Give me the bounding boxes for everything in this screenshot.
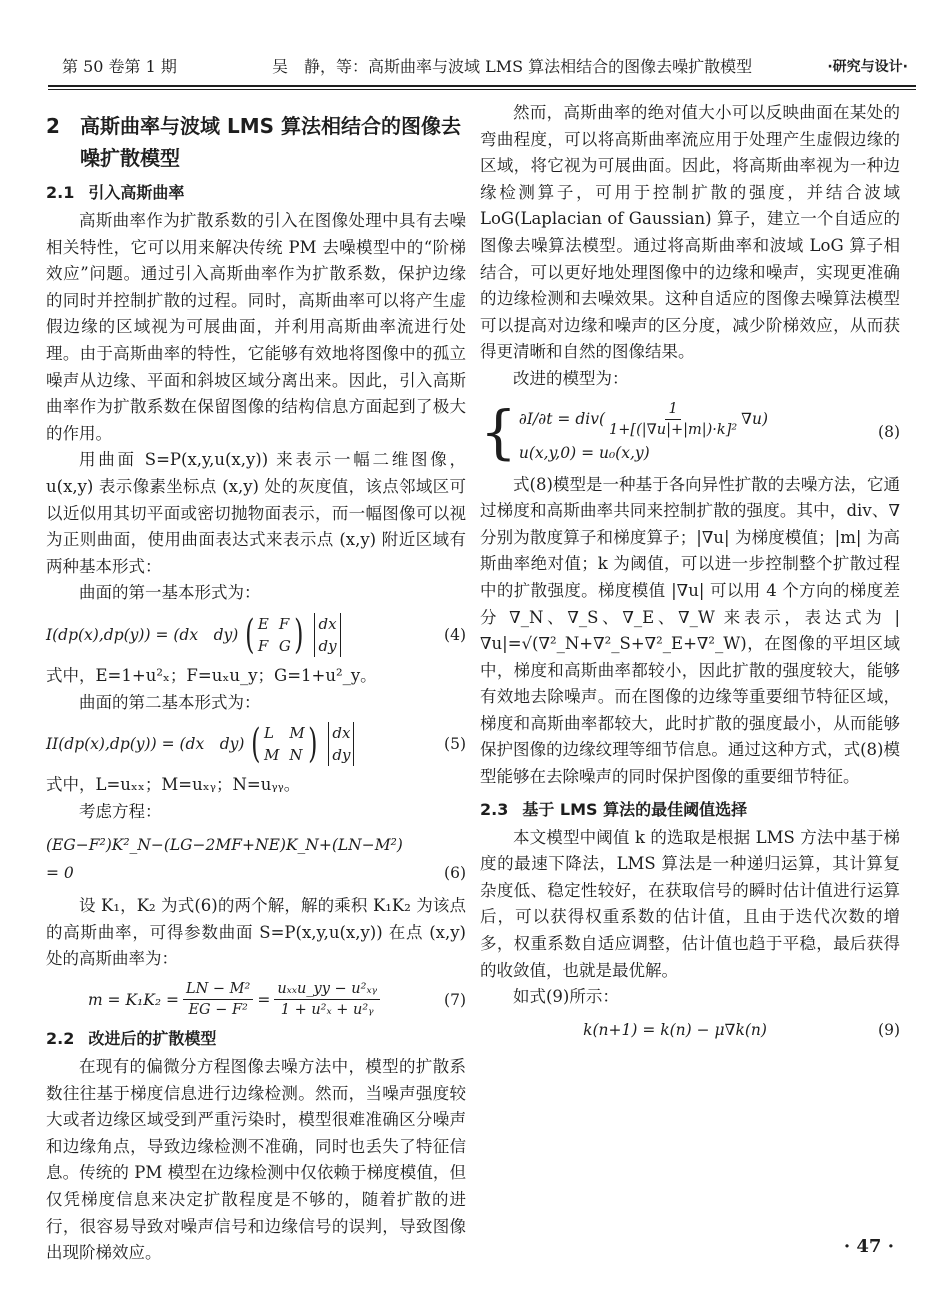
eq6-line1: (EG−F²)K²_N−(LG−2MF+NE)K_N+(LN−M²) [46, 836, 403, 855]
subsection-title: 引入高斯曲率 [88, 183, 185, 202]
equation-5 [46, 722, 466, 766]
matrix-cell: L [264, 724, 274, 743]
right-column [480, 100, 900, 1049]
eq6-line2: = 0 [46, 864, 74, 883]
eq5-lhs: II(dp(x),dp(y)) = (dx dy) [46, 735, 245, 754]
left-brace: { [480, 398, 517, 467]
numerator: uₓₓu_yy − u²ₓᵧ [274, 979, 380, 1000]
subsection-2-1-heading [46, 180, 466, 206]
paragraph: 式中，L=uₓₓ；M=uₓᵧ；N=uᵧᵧ。 [46, 775, 301, 795]
equation-6 [46, 831, 466, 887]
matrix-cell: F [257, 636, 269, 655]
equation-8 [480, 399, 900, 466]
header-rule-thick [48, 85, 916, 87]
eq8-initial-condition: u(x,y,0) = u₀(x,y) [518, 443, 650, 462]
paragraph: 考虑方程： [79, 801, 162, 821]
eq5-vector [328, 722, 354, 766]
header-rule-thin [48, 89, 916, 90]
equation-7 [46, 979, 466, 1020]
subsection-title: 改进后的扩散模型 [88, 1029, 217, 1049]
section-title: 高斯曲率与波域 LMS 算法相结合的图像去噪扩散模型 [80, 114, 461, 170]
eq7-lhs: m = K₁K₂ = [87, 990, 179, 1009]
subsection-2-3-heading [480, 797, 900, 823]
numerator: LN − M² [183, 979, 253, 1000]
paragraph: 高斯曲率作为扩散系数的引入在图像处理中具有去噪相关特性，它可以用来解决传统 PM 去噪模型中的“阶梯效应”问题。通过引入高斯曲率作为扩散系数，保护边缘的同时并控制扩散的过程。同时，高斯曲率可以将产生虚假边缘的区域视为可展曲面，并利用高斯曲率流进行处理。由于高斯曲率的特性，它能够有效地将图像中的孤立噪声从边缘、平面和斜坡区域分离出来。因此，引入高斯曲率作为扩散系数在保留图像的结构信息方面起到了极大的作用。 [46, 211, 466, 443]
equation-number: (9) [878, 1020, 900, 1039]
eq7-fraction-2 [274, 979, 380, 1020]
paragraph: 曲面的第一基本形式为： [79, 583, 261, 603]
paragraph: 式中，E=1+u²ₓ；F=uₓu_y；G=1+u²_y。 [46, 665, 377, 685]
denominator: 1+[(|∇u|+|m|)·k]² [609, 421, 738, 438]
paragraph: 式(8)模型是一种基于各向异性扩散的去噪方法，它通过梯度和高斯曲率共同来控制扩散的强度。其中，div、∇ 分别为散度算子和梯度算子；|∇u| 为梯度模值；|m| 为高斯曲率绝对值；k 为阈值，可以进一步控制整个扩散过程中的扩散强度。梯度模值 |∇u| 可以用 4 个方向的梯度差分 ∇_N、∇_S、∇_E、∇_W 来表示，表达式为 |∇u|=√(∇²_N+∇²_S+∇²_E+∇²_W)，在图像的平坦区域中，梯度和高斯曲率都较小，因此扩散的强度较大，能够有效地去除噪声。而在图像的边缘等重要细节特征区域，梯度和高斯曲率都较大，此时扩散的强度最小，从而能够保护图像的边缘纹理等细节信息。通过这种方式，式(8)模型能够在去除噪声的同时保护图像的重要细节特征。 [480, 474, 900, 787]
vector-cell: dx [318, 614, 337, 633]
eq4-vector [314, 613, 340, 657]
paragraph: 本文模型中阈值 k 的选取是根据 LMS 方法中基于梯度的最速下降法，LMS 算法是一种递归运算，其计算复杂度低、稳定性较好，在获取信号的瞬时估计值进行运算后，可以获得权重系数的估计值，且由于迭代次数的增多，权重系数自适应调整，估计值也趋于平稳，最后获得的收敛值，也就是最优解。 [480, 827, 900, 980]
eq8-fraction [609, 399, 737, 440]
column-label: ·研究与设计· [827, 59, 908, 75]
matrix-cell: M [264, 746, 280, 765]
matrix-cell: G [278, 636, 291, 655]
eq7-fraction-1 [183, 979, 253, 1020]
subsection-number: 2.2 [46, 1029, 75, 1049]
eq9-body: k(n+1) = k(n) − μ∇k(n) [583, 1020, 767, 1039]
paragraph: 如式(9)所示： [513, 987, 619, 1007]
paragraph: 用曲面 S=P(x,y,u(x,y)) 来表示一幅二维图像，u(x,y) 表示像素坐标点 (x,y) 处的灰度值，该点邻域区可以近似用其切平面或密切抛物面表示，而一幅图像可以视为正则曲面，使用曲面表达式来表示点 (x,y) 附近区域有两种基本形式： [46, 450, 466, 576]
denominator: 1 + u²ₓ + u²ᵧ [280, 1002, 374, 1019]
subsection-number: 2.3 [480, 799, 509, 819]
equation-number: (4) [444, 625, 466, 644]
section-heading [46, 110, 466, 174]
matrix-cell: F [278, 614, 290, 633]
paragraph: 设 K₁，K₂ 为式(6)的两个解，解的乘积 K₁K₂ 为该点的高斯曲率，可得参数曲面 S=P(x,y,u(x,y)) 在点 (x,y) 处的高斯曲率为： [46, 896, 466, 969]
left-column [46, 100, 466, 1263]
page-number: · 47 · [843, 1236, 894, 1257]
paragraph: 然而，高斯曲率的绝对值大小可以反映曲面在某处的弯曲程度，可以将高斯曲率流应用于处理产生虚假边缘的区域，将它视为可展曲面。因此，将高斯曲率视为一种边缘检测算子，可用于控制扩散的强度，并结合波域 LoG(Laplacian of Gaussian) 算子，建立一个自适应的图像去噪算法模型。通过将高斯曲率和波域 LoG 算子相结合，可以更好地处理图像中的边缘和噪声，实现更准确的边缘检测和去噪效果。这种自适应的图像去噪算法模型可以提高对边缘和噪声的区分度，减少阶梯效应，从而获得更清晰和自然的图像结果。 [480, 103, 900, 362]
eq8-lhs: ∂I/∂t = div( [518, 410, 606, 429]
subsection-2-2-heading [46, 1026, 466, 1052]
vector-cell: dy [332, 746, 351, 765]
denominator: EG − F² [188, 1002, 248, 1019]
running-header [48, 50, 908, 84]
journal-issue: 第 50 卷第 1 期 [62, 57, 177, 76]
paragraph: 改进的模型为： [513, 368, 629, 388]
paragraph: 在现有的偏微分方程图像去噪方法中，模型的扩散系数往往基于梯度信息进行边缘检测。然而，当噪声强度较大或者边缘区域受到严重污染时，模型很难准确区分噪声和边缘角点，导致边缘检测不准确，同时也丢失了特征信息。传统的 PM 模型在边缘检测中仅依赖于梯度模值，但仅凭梯度信息来决定扩散程度是不够的，随着扩散的进行，很容易导致对噪声信号和边缘信号的误判，导致图像出现阶梯效应。 [46, 1057, 466, 1263]
numerator: 1 [665, 399, 680, 420]
equation-9 [480, 1017, 900, 1043]
matrix-cell: M [289, 724, 305, 743]
equation-4 [46, 613, 466, 657]
eq4-matrix: ( E F F G ) [245, 611, 304, 658]
paragraph: 曲面的第二基本形式为： [79, 692, 261, 712]
matrix-cell: N [289, 746, 303, 765]
equation-number: (8) [878, 423, 900, 442]
article-running-title: 吴 静，等：高斯曲率与波域 LMS 算法相结合的图像去噪扩散模型 [272, 57, 753, 76]
equation-number: (6) [444, 864, 466, 883]
eq8-rhs: ∇u) [741, 410, 769, 429]
subsection-title: 基于 LMS 算法的最佳阈值选择 [522, 799, 748, 819]
eq5-matrix: ( L M M N ) [251, 721, 318, 768]
matrix-cell: E [257, 614, 269, 633]
eq7-equals: = [257, 990, 271, 1009]
section-number: 2 [46, 114, 60, 138]
vector-cell: dx [332, 724, 351, 743]
equation-number: (5) [444, 735, 466, 754]
subsection-number: 2.1 [46, 183, 75, 202]
eq4-lhs: I(dp(x),dp(y)) = (dx dy) [46, 625, 239, 644]
equation-number: (7) [444, 990, 466, 1009]
vector-cell: dy [318, 636, 337, 655]
